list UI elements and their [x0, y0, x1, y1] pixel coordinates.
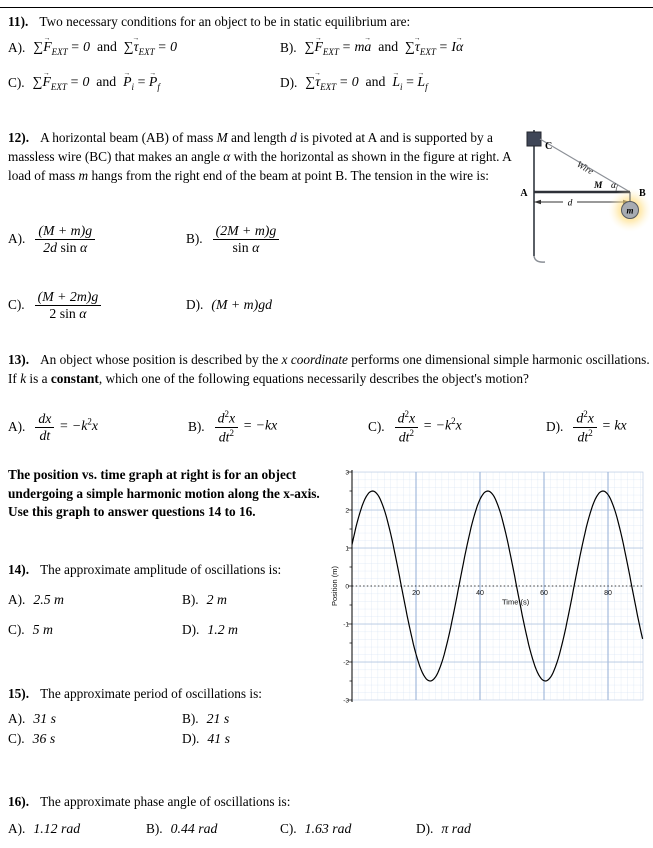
option-math: 5 m: [32, 622, 53, 637]
option-label: D).: [182, 622, 200, 637]
option-math: 31 s: [33, 711, 56, 726]
option-label: A).: [8, 821, 26, 836]
d-arrowhead-left: [534, 200, 541, 204]
q11-option-a[interactable]: [8, 34, 177, 62]
option-math: $\frac{(M + 2m)g}{\text{2 sin α}}$: [33, 289, 104, 321]
question-15-number: 15).: [8, 686, 30, 701]
y-tick-label: 1: [345, 545, 349, 553]
q16-option-b[interactable]: [146, 821, 217, 837]
q16-option-d[interactable]: [416, 821, 471, 837]
option-math: 36 s: [32, 731, 56, 746]
question-16-number: 16).: [8, 794, 30, 809]
top-rule: [0, 7, 653, 8]
option-label: D).: [546, 419, 564, 434]
beam-figure: [518, 126, 650, 274]
question-15: [8, 684, 326, 703]
q13-option-c[interactable]: [368, 402, 462, 452]
option-label: C).: [8, 731, 25, 746]
y-tick-label: -2: [343, 659, 349, 667]
question-16: [8, 792, 508, 811]
option-math: 41 s: [207, 731, 230, 746]
option-math: 21 s: [206, 711, 230, 726]
option-math: 1.2 m: [207, 622, 239, 637]
option-label: B).: [186, 231, 203, 246]
option-math: $\frac{dx}{dt}$ = $-k^2x$: [33, 411, 98, 443]
option-label: A).: [8, 711, 26, 726]
option-label: C).: [8, 622, 25, 637]
figure-label-alpha: α: [611, 181, 616, 191]
q16-option-a[interactable]: [8, 821, 80, 837]
q12-option-a[interactable]: [8, 216, 97, 262]
option-label: D).: [186, 297, 204, 312]
option-label: C).: [8, 297, 25, 312]
figure-label-m-beam: M: [594, 181, 603, 191]
question-14-text: The approximate amplitude of oscillations is:: [40, 562, 282, 577]
y-tick-label: -3: [343, 697, 349, 705]
y-tick-label: 0: [345, 583, 349, 591]
option-math: $\frac{d^2x}{dt^2}$ = $-k^2x$: [393, 409, 462, 444]
x-axis-label: Time (s): [502, 597, 530, 607]
figure-label-c: C: [545, 141, 553, 152]
option-math: $\frac{(2M + m)g}{\text{sin α}}$: [211, 223, 282, 255]
option-label: D).: [416, 821, 434, 836]
option-math: $\sum F \to_{EXT} = 0$ and $P \to_i = P \to_f$: [33, 74, 160, 92]
q12-option-d[interactable]: [186, 282, 272, 328]
question-15-text: The approximate period of oscillations is:: [40, 686, 262, 701]
q14-option-c[interactable]: [8, 622, 53, 638]
wall-mount: [527, 132, 541, 146]
q11-option-b[interactable]: [280, 34, 463, 62]
question-12: [8, 128, 520, 185]
q13-option-b[interactable]: [188, 402, 277, 452]
option-math: 2 m: [206, 592, 227, 607]
q14-option-d[interactable]: [182, 622, 238, 638]
x-tick-label: 20: [412, 590, 420, 597]
q16-option-c[interactable]: [280, 821, 351, 837]
question-14: [8, 560, 326, 579]
q12-option-c[interactable]: [8, 282, 103, 328]
option-label: B).: [146, 821, 163, 836]
question-14-number: 14).: [8, 562, 30, 577]
q15-option-c[interactable]: [8, 731, 55, 747]
option-label: B).: [188, 419, 205, 434]
option-label: B).: [182, 592, 199, 607]
q11-option-c[interactable]: [8, 69, 160, 97]
option-label: A).: [8, 592, 26, 607]
option-math: $\frac{(M + m)g}{\text{2d sin α}}$: [33, 223, 97, 255]
option-label: B).: [280, 40, 297, 55]
option-math: $\frac{d^2x}{dt^2}$ = kx: [571, 409, 626, 444]
x-tick-label: 60: [540, 590, 548, 597]
figure-label-b: B: [639, 188, 646, 199]
wall-hook: [534, 256, 545, 262]
q15-option-a[interactable]: [8, 711, 56, 727]
option-label: D).: [182, 731, 200, 746]
question-12-number: 12).: [8, 130, 30, 145]
option-math: (M + m)gd: [211, 297, 273, 312]
option-label: A).: [8, 419, 26, 434]
option-math: 1.12 rad: [33, 821, 81, 836]
figure-label-m-load: m: [626, 205, 634, 216]
position-time-graph: [330, 462, 652, 714]
y-tick-labels: [343, 470, 349, 705]
y-tick-label: 3: [345, 469, 349, 477]
option-label: B).: [182, 711, 199, 726]
option-math: 0.44 rad: [170, 821, 218, 836]
question-12-text: A horizontal beam (AB) of mass M and length d is pivoted at A and is supported by a massless wire (BC) that makes an angle α with the horizontal as shown in the figure at right. A load of mass m hangs from the right end of the beam at point B. The tension in the wire is:: [8, 130, 511, 183]
option-math: π rad: [441, 821, 471, 836]
figure-label-a: A: [520, 188, 528, 199]
q14-option-a[interactable]: [8, 592, 64, 608]
option-label: A).: [8, 231, 26, 246]
option-math: $\sum F \to_{EXT}$ = ma → and $\sum\tau \to_{EXT} = I\alpha$ →: [305, 39, 464, 57]
x-tick-label: 80: [604, 590, 612, 597]
y-tick-label: -1: [343, 621, 349, 629]
q15-option-b[interactable]: [182, 711, 229, 727]
option-math: 1.63 rad: [304, 821, 352, 836]
x-tick-label: 40: [476, 590, 484, 597]
q12-option-b[interactable]: [186, 216, 281, 262]
figure-label-d: d: [567, 198, 573, 209]
option-label: A).: [8, 40, 26, 55]
question-11-text: Two necessary conditions for an object to be in static equilibrium are:: [39, 14, 411, 29]
graph-intro-text: The position vs. time graph at right is for an object undergoing a simple harmonic motion along the x-axis. Use this graph to answer questions 14 to 16.: [8, 467, 320, 519]
option-math: $\sum\tau \to_{EXT} = 0$ and $L \to_i = L \to_f$: [305, 74, 427, 92]
q11-option-d[interactable]: [280, 69, 428, 97]
figure-label-wire: Wire: [574, 159, 595, 178]
question-11-number: 11).: [8, 14, 29, 29]
q13-option-a[interactable]: [8, 402, 98, 452]
question-16-text: The approximate phase angle of oscillations is:: [40, 794, 291, 809]
y-tick-label: 2: [345, 507, 349, 515]
q13-option-d[interactable]: [546, 402, 627, 452]
q14-option-b[interactable]: [182, 592, 227, 608]
option-label: C).: [8, 75, 25, 90]
option-label: C).: [368, 419, 385, 434]
question-11: [8, 12, 647, 31]
question-13-text: An object whose position is described by the x coordinate performs one dimensional simple harmonic oscillations. If k is a constant, which one of the following equations necessarily describes the object's motion?: [8, 352, 650, 386]
option-label: C).: [280, 821, 297, 836]
option-math: 2.5 m: [33, 592, 65, 607]
option-math: $\sum F \to_{EXT} = 0$ and $\sum\tau \to_{EXT} = 0$: [33, 39, 177, 57]
question-13: [8, 350, 650, 388]
question-13-number: 13).: [8, 352, 30, 367]
q15-option-d[interactable]: [182, 731, 230, 747]
option-math: $\frac{d^2x}{dt^2}$ = −kx: [213, 409, 278, 444]
option-label: D).: [280, 75, 298, 90]
y-axis-label: Position (m): [330, 565, 339, 607]
